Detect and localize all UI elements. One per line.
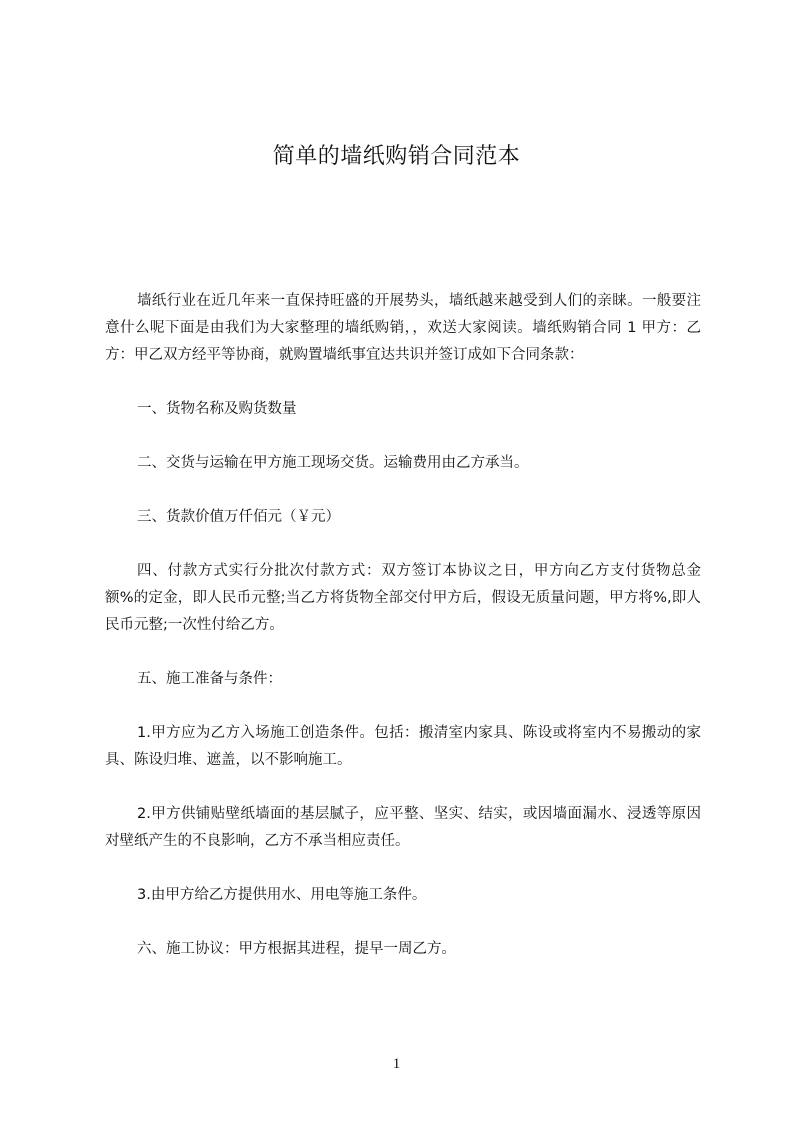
paragraph-clause-3: 三、货款价值万仟佰元（￥元） xyxy=(137,509,340,525)
paragraph-clause-1: 一、货物名称及购货数量 xyxy=(137,401,297,417)
paragraph-clause-5: 五、施工准备与条件： xyxy=(137,671,282,687)
paragraph-intro: 墙纸行业在近几年来一直保持旺盛的开展势头，墙纸越来越受到人们的亲睐。一般要注意什么呢下面是由我们为大家整理的墙纸购销，，欢送大家阅读。墙纸购销合同 1 甲方：乙方：甲乙双方经平等协商，就购置墙纸事宜达共识并签订成如下合同条款： xyxy=(105,293,701,363)
page-number: 1 xyxy=(392,1056,401,1072)
paragraph-clause-5-item-3: 3.由甲方给乙方提供用水、用电等施工条件。 xyxy=(137,887,427,903)
paragraph-clause-2: 二、交货与运输在甲方施工现场交货。运输费用由乙方承当。 xyxy=(137,455,529,471)
paragraph-clause-4: 四、付款方式实行分批次付款方式：双方签订本协议之日，甲方向乙方支付货物总金额%的定金，即人民币元整;当乙方将货物全部交付甲方后，假设无质量问题，甲方将%,即人民币元整;一次性付给乙方。 xyxy=(105,563,701,633)
paragraph-clause-5-item-2: 2.甲方供铺贴壁纸墙面的基层腻子，应平整、坚实、结实，或因墙面漏水、浸透等原因对壁纸产生的不良影响，乙方不承当相应责任。 xyxy=(105,806,701,849)
paragraph-clause-6: 六、施工协议：甲方根据其进程，提早一周乙方。 xyxy=(137,941,456,957)
paragraph-clause-5-item-1: 1.甲方应为乙方入场施工创造条件。包括：搬清室内家具、陈设或将室内不易搬动的家具、陈设归堆、遮盖，以不影响施工。 xyxy=(105,725,701,768)
page-title: 简单的墙纸购销合同范本 xyxy=(272,144,521,169)
document-body xyxy=(105,288,701,990)
